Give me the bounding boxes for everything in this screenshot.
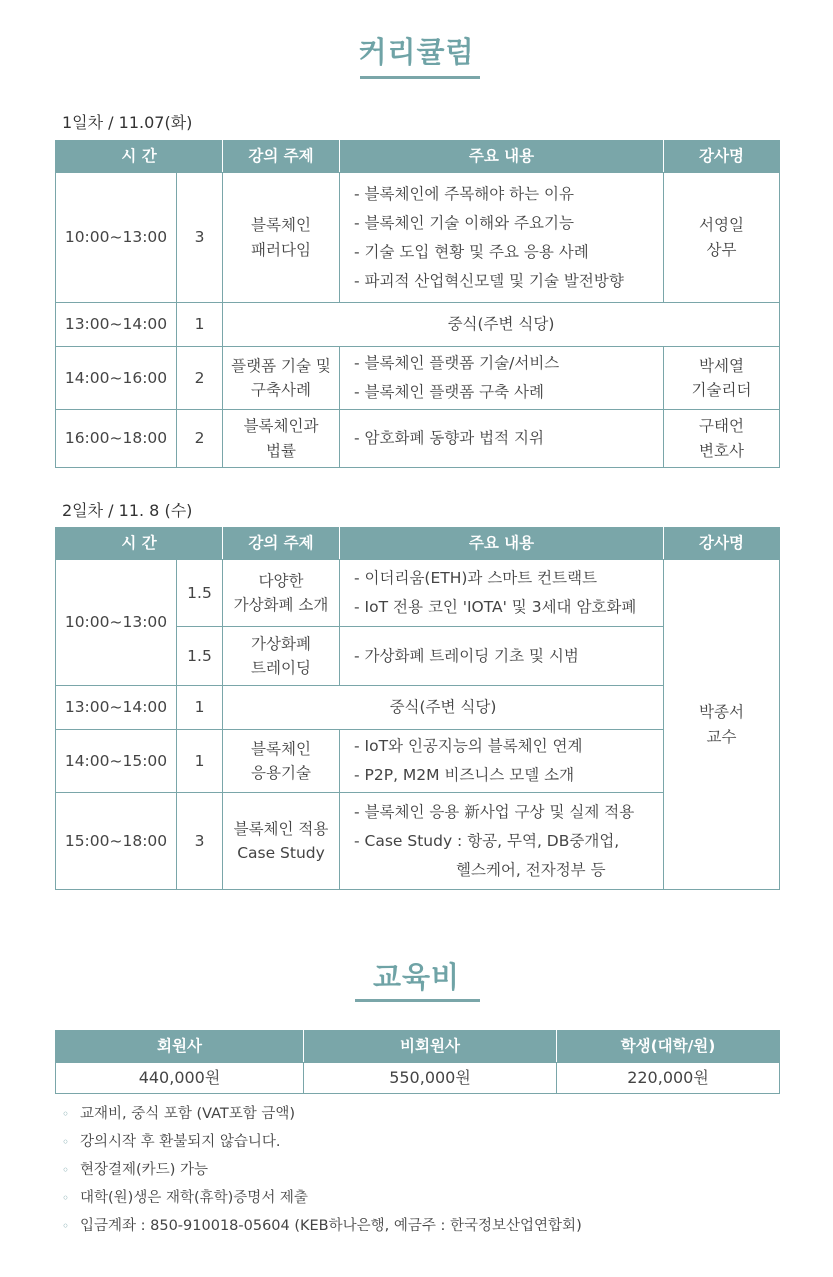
content-line: - 블록체인 플랫폼 기술/서비스 (354, 354, 560, 372)
lecturer-title: 교수 (706, 727, 737, 746)
header-topic: 강의 주제 (223, 141, 340, 173)
content-cell (340, 410, 664, 468)
content-cell (340, 347, 664, 410)
fee-value-nonmember: 550,000원 (304, 1063, 557, 1094)
hours-cell: 2 (177, 410, 223, 468)
topic-cell (223, 410, 340, 468)
topic-cell (223, 793, 340, 890)
lecturer-name: 박세열 (699, 356, 744, 375)
time-cell: 14:00~16:00 (56, 347, 177, 410)
bullet-icon: ◦ (62, 1163, 70, 1177)
note-text: 현장결제(카드) 가능 (80, 1162, 208, 1178)
content-cell (340, 173, 664, 303)
time-cell: 14:00~15:00 (56, 730, 177, 793)
content-line: - P2P, M2M 비즈니스 모델 소개 (354, 766, 575, 784)
content-line: - 이더리움(ETH)과 스마트 컨트랙트 (354, 569, 598, 587)
bullet-icon: ◦ (62, 1191, 70, 1205)
content-cell (340, 560, 664, 627)
time-cell: 10:00~13:00 (56, 173, 177, 303)
table-row (56, 410, 780, 468)
header-content: 주요 내용 (340, 528, 664, 560)
content-line: - 블록체인 응용 新사업 구상 및 실제 적용 (354, 802, 635, 821)
tuition-notes (62, 1100, 582, 1240)
topic-line: 플랫폼 기술 및 (231, 356, 331, 375)
lecturer-title: 기술리더 (691, 381, 752, 399)
lecturer-cell (664, 347, 780, 410)
day1-schedule-table (55, 140, 780, 468)
fee-value-student: 220,000원 (557, 1063, 780, 1094)
list-item (62, 1156, 582, 1184)
lecturer-name: 박종서 (699, 703, 744, 722)
lecturer-name: 서영일 (699, 216, 744, 235)
fee-header-member: 회원사 (56, 1031, 304, 1063)
content-line: - IoT와 인공지능의 블록체인 연계 (354, 737, 583, 755)
content-line: - 기술 도입 현황 및 주요 응용 사례 (354, 242, 589, 261)
note-text: 강의시작 후 환불되지 않습니다. (80, 1134, 281, 1150)
time-cell: 13:00~14:00 (56, 686, 177, 730)
topic-line: 법률 (266, 441, 296, 460)
tuition-title-underline (355, 999, 480, 1002)
topic-line: 가상화폐 소개 (233, 596, 329, 614)
list-item (62, 1128, 582, 1156)
header-topic: 강의 주제 (223, 528, 340, 560)
tuition-table (55, 1030, 780, 1094)
topic-cell (223, 347, 340, 410)
content-cell (340, 793, 664, 890)
list-item (62, 1212, 582, 1240)
lecturer-title: 변호사 (699, 441, 744, 460)
lecturer-cell (664, 560, 780, 890)
lecturer-title: 상무 (706, 240, 737, 259)
content-line: - 가상화폐 트레이딩 기초 및 시범 (354, 646, 579, 665)
topic-line: 다양한 (258, 571, 304, 590)
content-line: - 블록체인 기술 이해와 주요기능 (354, 213, 574, 232)
note-text: 교재비, 중식 포함 (VAT포함 금액) (80, 1106, 296, 1122)
header-time: 시 간 (56, 528, 223, 560)
content-line: - 암호화폐 동향과 법적 지위 (354, 429, 545, 447)
hours-cell: 1 (177, 686, 223, 730)
lecturer-cell (664, 410, 780, 468)
bullet-icon: ◦ (62, 1219, 70, 1233)
content-line: 헬스케어, 전자정부 등 (456, 860, 606, 879)
topic-cell (223, 173, 340, 303)
content-line: - 블록체인에 주목해야 하는 이유 (354, 184, 574, 203)
content-cell (340, 730, 664, 793)
tuition-title: 교육비 (372, 960, 461, 994)
content-line: - Case Study : 항공, 무역, DB중개업, (354, 831, 620, 850)
fee-header-nonmember: 비회원사 (304, 1031, 557, 1063)
note-text: 대학(원)생은 재학(휴학)증명서 제출 (80, 1190, 308, 1206)
table-row (56, 303, 780, 347)
content-line: - IoT 전용 코인 'IOTA' 및 3세대 암호화폐 (354, 598, 637, 616)
topic-line: 블록체인 (251, 216, 311, 235)
hours-cell: 1.5 (177, 560, 223, 627)
day2-schedule-table (55, 527, 780, 890)
time-cell: 15:00~18:00 (56, 793, 177, 890)
header-lecturer: 강사명 (664, 141, 780, 173)
header-content: 주요 내용 (340, 141, 664, 173)
topic-line: 응용기술 (251, 764, 311, 782)
topic-line: 가상화폐 (251, 634, 311, 653)
table-row (56, 1063, 780, 1094)
note-text: 입금계좌 : 850-910018-05604 (KEB하나은행, 예금주 : 한국정보산업연합회) (80, 1218, 582, 1234)
topic-line: 블록체인 (251, 739, 311, 758)
hours-cell: 1 (177, 730, 223, 793)
topic-cell (223, 730, 340, 793)
lecturer-name: 구태언 (699, 417, 744, 436)
content-cell (340, 627, 664, 686)
content-line: - 블록체인 플랫폼 구축 사례 (354, 383, 545, 401)
header-lecturer: 강사명 (664, 528, 780, 560)
topic-line: 블록체인 적용 (233, 819, 329, 838)
time-cell: 10:00~13:00 (56, 560, 177, 686)
hours-cell: 2 (177, 347, 223, 410)
fee-value-member: 440,000원 (56, 1063, 304, 1094)
lunch-cell: 중식(주변 식당) (223, 303, 780, 347)
table-row (56, 560, 780, 627)
list-item (62, 1100, 582, 1128)
curriculum-title: 커리큘럼 (358, 35, 475, 69)
list-item (62, 1184, 582, 1212)
day2-label: 2일차 / 11. 8 (수) (62, 501, 193, 520)
topic-line: Case Study (237, 844, 325, 862)
table-row (56, 347, 780, 410)
hours-cell: 3 (177, 793, 223, 890)
topic-line: 패러다임 (251, 240, 311, 259)
bullet-icon: ◦ (62, 1107, 70, 1121)
hours-cell: 1.5 (177, 627, 223, 686)
topic-cell (223, 560, 340, 627)
time-cell: 16:00~18:00 (56, 410, 177, 468)
topic-line: 블록체인과 (243, 417, 319, 436)
topic-cell (223, 627, 340, 686)
topic-line: 트레이딩 (251, 659, 311, 677)
hours-cell: 1 (177, 303, 223, 347)
fee-header-student: 학생(대학/원) (557, 1031, 780, 1063)
lunch-cell: 중식(주변 식당) (223, 686, 664, 730)
time-cell: 13:00~14:00 (56, 303, 177, 347)
lecturer-cell (664, 173, 780, 303)
content-line: - 파괴적 산업혁신모델 및 기술 발전방향 (354, 271, 624, 290)
bullet-icon: ◦ (62, 1135, 70, 1149)
table-row (56, 173, 780, 303)
topic-line: 구축사례 (251, 381, 311, 399)
day1-label: 1일차 / 11.07(화) (62, 113, 193, 132)
header-time: 시 간 (56, 141, 223, 173)
curriculum-title-underline (360, 76, 480, 79)
hours-cell: 3 (177, 173, 223, 303)
